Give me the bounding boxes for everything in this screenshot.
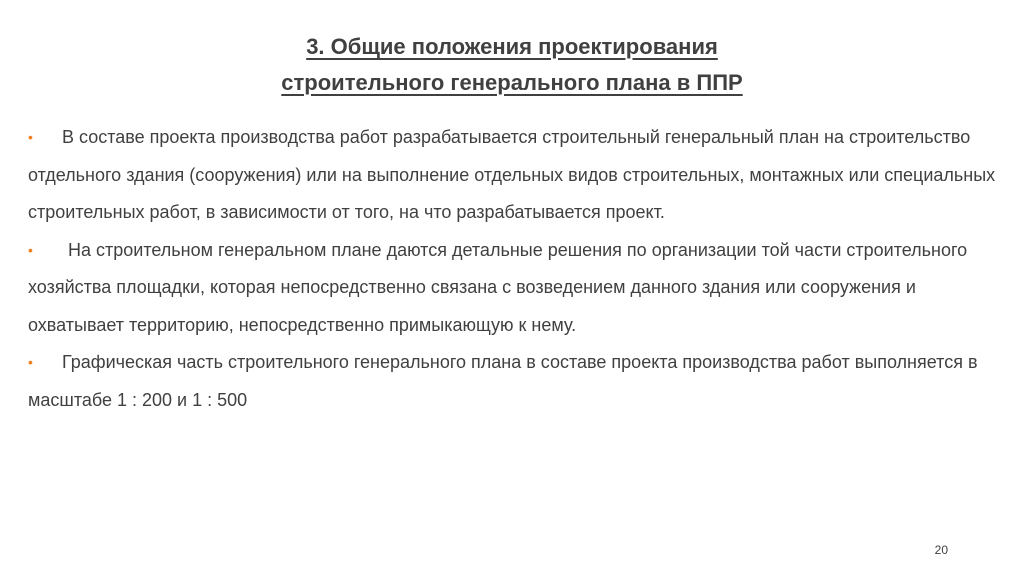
bullet-item-3	[28, 344, 1008, 419]
bullet-marker: •	[28, 241, 33, 258]
bullet-text: На строительном генеральном плане даются детальные решения по организации той части строительного хозяйства площадки, которая непосредственно связана с возведением данного здания или сооружения и охватывает территорию, непосредственно примыкающую к нему.	[28, 239, 968, 335]
slide-title	[0, 29, 1024, 101]
bullet-text: Графическая часть строительного генерального плана в составе проекта производства работ выполняется в масштабе 1 : 200 и 1 : 500	[28, 352, 978, 410]
title-line-1: 3. Общие положения проектирования	[306, 34, 718, 59]
bullet-item-2	[28, 232, 1008, 345]
bullet-marker: •	[28, 129, 33, 145]
bullet-text: В составе проекта производства работ разрабатывается строительный генеральный план на строительство отдельного здания (сооружения) или на выполнение отдельных видов строительных, монтажных или специальных строительных работ, в зависимости от того, на что разрабатывается проект.	[28, 127, 996, 222]
page-number: 20	[934, 543, 948, 557]
title-line-2: строительного генерального плана в ППР	[281, 70, 743, 95]
bullet-marker: •	[28, 354, 33, 370]
bullet-list	[28, 119, 1008, 419]
bullet-item-1	[28, 119, 1008, 232]
